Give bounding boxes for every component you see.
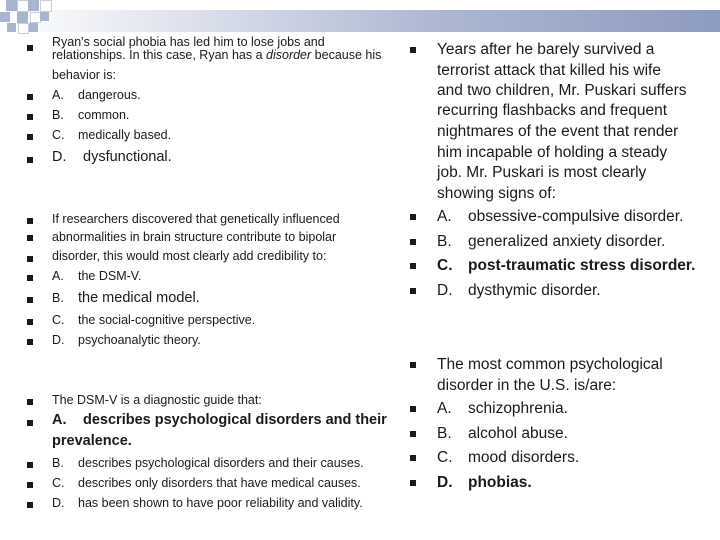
q1-option-b: B. common. xyxy=(52,108,130,122)
q4-stem-line: terrorist attack that killed his wife xyxy=(437,62,661,79)
bullet-square xyxy=(27,134,33,140)
bullet-square xyxy=(410,431,416,437)
bullet-square xyxy=(27,45,33,51)
q2-stem-line2: abnormalities in brain structure contribute to bipolar xyxy=(52,230,337,244)
q3-option-c: C. describes only disorders that have medical causes. xyxy=(52,476,361,490)
q5-option-d: D. phobias. xyxy=(437,474,532,491)
bullet-square xyxy=(410,480,416,486)
bullet-square xyxy=(27,399,33,405)
bullet-square xyxy=(410,455,416,461)
bullet-square xyxy=(27,482,33,488)
q2-option-c: C. the social-cognitive perspective. xyxy=(52,313,256,327)
q5-stem-line: disorder in the U.S. is/are: xyxy=(437,377,617,394)
decor-square xyxy=(40,0,52,12)
q3-option-d: D. has been shown to have poor reliability and validity. xyxy=(52,496,363,510)
bullet-square xyxy=(27,275,33,281)
q4-stem-line: job. Mr. Puskari is most clearly xyxy=(437,164,647,181)
q3-stem: The DSM-V is a diagnostic guide that: xyxy=(52,393,262,407)
decor-square xyxy=(29,23,38,32)
q1-stem-line3: behavior is: xyxy=(52,68,116,82)
bullet-square xyxy=(410,288,416,294)
q4-option-c: C. post-traumatic stress disorder. xyxy=(437,257,696,274)
bullet-square xyxy=(410,406,416,412)
q3-option-a: A. describes psychological disorders and their xyxy=(52,412,387,428)
q4-option-d: D. dysthymic disorder. xyxy=(437,282,601,299)
q4-option-b: B. generalized anxiety disorder. xyxy=(437,233,666,250)
bullet-square xyxy=(27,297,33,303)
q1-option-a: A. dangerous. xyxy=(52,88,141,102)
q1-option-d: D. dysfunctional. xyxy=(52,149,172,165)
q4-option-a: A. obsessive-compulsive disorder. xyxy=(437,208,684,225)
decor-square xyxy=(18,23,29,34)
q1-option-c: C. medically based. xyxy=(52,128,172,142)
bullet-square xyxy=(27,94,33,100)
header-bar xyxy=(0,10,720,32)
q4-stem-line: nightmares of the event that render xyxy=(437,123,679,140)
bullet-square xyxy=(27,420,33,426)
decor-square xyxy=(17,12,28,23)
q4-stem-line: him incapable of holding a steady xyxy=(437,144,668,161)
bullet-square xyxy=(410,362,416,368)
q3-option-b: B. describes psychological disorders and their causes. xyxy=(52,456,364,470)
bullet-square xyxy=(27,114,33,120)
bullet-square xyxy=(27,235,33,241)
bullet-square xyxy=(27,502,33,508)
q1-stem-line1: Ryan's social phobia has led him to lose jobs and xyxy=(52,35,325,49)
bullet-square xyxy=(27,339,33,345)
q4-stem-line: and two children, Mr. Puskari suffers xyxy=(437,82,687,99)
q5-option-c: C. mood disorders. xyxy=(437,449,580,466)
q2-stem-line3: disorder, this would most clearly add credibility to: xyxy=(52,249,327,263)
q4-stem-line: showing signs of: xyxy=(437,185,556,202)
q2-option-d: D. psychoanalytic theory. xyxy=(52,333,201,347)
bullet-square xyxy=(27,319,33,325)
bullet-square xyxy=(410,47,416,53)
bullet-square xyxy=(27,256,33,262)
bullet-square xyxy=(410,263,416,269)
q4-stem-line: recurring flashbacks and frequent xyxy=(437,102,668,119)
q2-stem-line1: If researchers discovered that genetically influenced xyxy=(52,212,340,226)
bullet-square xyxy=(410,214,416,220)
bullet-square xyxy=(410,239,416,245)
decor-square xyxy=(7,23,16,32)
decor-square xyxy=(0,12,10,22)
q5-option-a: A. schizophrenia. xyxy=(437,400,568,417)
q5-stem-line: The most common psychological xyxy=(437,356,663,373)
q2-option-b: B. the medical model. xyxy=(52,290,200,306)
decor-square xyxy=(6,0,17,11)
q1-stem-line2: relationships. In this case, Ryan has a disorder because his xyxy=(52,48,382,62)
bullet-square xyxy=(27,218,33,224)
q5-option-b: B. alcohol abuse. xyxy=(437,425,568,442)
decor-square xyxy=(40,12,49,21)
bullet-square xyxy=(27,462,33,468)
decor-square xyxy=(28,0,39,11)
q3-option-a-cont: prevalence. xyxy=(52,433,132,449)
bullet-square xyxy=(27,157,33,163)
q2-option-a: A. the DSM-V. xyxy=(52,269,142,283)
q4-stem-line: Years after he barely survived a xyxy=(437,41,655,58)
